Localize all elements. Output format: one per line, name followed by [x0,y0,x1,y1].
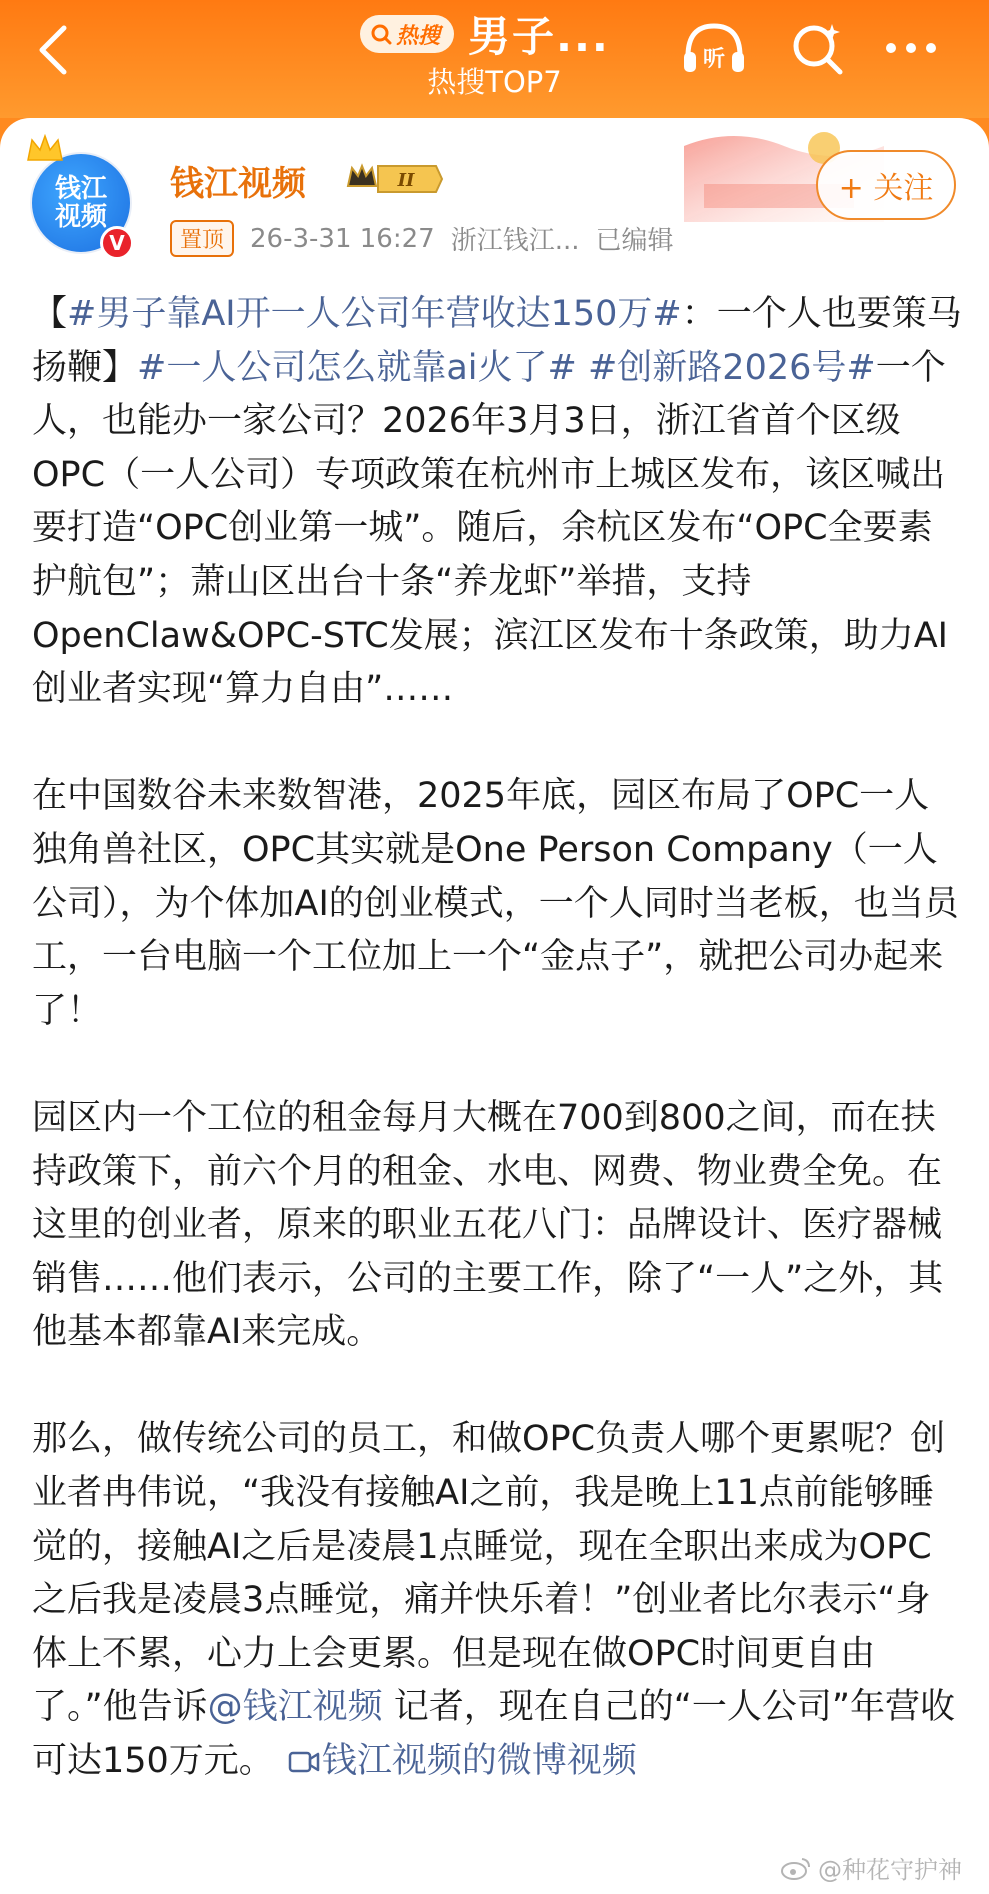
text-run: 一个人，也能办一家公司？2026年3月3日，浙江省首个区级OPC（一人公司）专项政策在杭州市上城区发布，该区喊出要打造“OPC创业第一城”。随后，余杭区发布“OPC全要素护航包”；萧山区出台十条“养龙虾”举措，支持OpenClaw&OPC-STC发展；滨江区发布十条政策，助力AI创业者实现“算力自由”…… [32,347,948,710]
post-body [32,288,962,1789]
search-icon [788,16,848,80]
more-dot-icon [906,43,916,53]
text-run: ：一个人也要策马扬鞭】 [32,294,962,388]
crown-icon [26,134,64,164]
level-text: II [397,170,415,191]
mention-link[interactable]: @钱江视频 [207,1687,383,1728]
page-title: 男子... [468,12,610,61]
watermark-text: @种花守护神 [818,1856,962,1884]
video-camera-icon [288,1748,320,1776]
follow-label: + 关注 [838,171,934,206]
topic-link[interactable]: #男子靠AI开一人公司年营收达150万# [67,294,682,334]
paragraph-3: 园区内一个工位的租金每月大概在700到800之间，而在扶持政策下，前六个月的租金、水电、网费、物业费全免。在这里的创业者，原来的职业五花八门：品牌设计、医疗器械销售……他们表示，公司的主要工作，除了“一人”之外，其他基本都靠AI来完成。 [32,1097,944,1353]
video-link-label: 钱江视频的微博视频 [321,1741,637,1782]
post-source: 浙江钱江... [450,226,580,256]
author-avatar[interactable] [30,152,140,262]
verified-badge: V [100,226,134,260]
paragraph-1 [32,288,962,717]
topic-link[interactable]: #创新路2026号# [587,347,876,388]
weibo-logo-icon [780,1855,812,1881]
title-group [360,4,610,64]
video-link[interactable] [274,1741,637,1781]
more-button[interactable] [886,30,946,66]
more-dot-icon [886,43,896,53]
paragraph-4 [32,1413,962,1788]
watermark [780,1850,962,1885]
author-name[interactable]: 钱江视频 [170,164,306,204]
search-icon [370,23,392,45]
text-run: 【 [32,294,68,334]
post-time: 26-3-31 16:27 [250,223,435,254]
avatar-text-bottom: 视频 [54,202,107,232]
svg-text:听: 听 [702,47,726,72]
listen-button[interactable] [678,16,750,80]
edited-label: 已编辑 [595,226,674,256]
follow-button[interactable] [816,150,956,220]
paragraph-2: 在中国数谷未来数智港，2025年底，园区布局了OPC一人独角兽社区，OPC其实就是One Person Company（一人公司），为个体加AI的创业模式，一个人同时当老板，也当员工，一台电脑一个工位加上一个“金点子”，就把公司办起来了！ [32,776,959,1031]
member-level-icon[interactable] [344,162,444,196]
topic-link[interactable]: #一人公司怎么就靠ai火了# [137,347,577,388]
hot-badge-label: 热搜 [396,23,441,49]
search-button[interactable] [788,16,848,80]
text-run: 那么，做传统公司的员工，和做OPC负责人哪个更累呢？创业者冉伟说，“我没有接触AI之前，我是晚上11点前能够睡觉的，接触AI之后是凌晨1点睡觉，现在全职出来成为OPC之后我是凌晨3点睡觉，痛并快乐着！”创业者比尔表示“身体上不累，心力上会更累。但是现在做OPC时间更自由了。”他告诉 [32,1419,946,1728]
text-run: 记者，现在自己的“一人公司”年营收可达150万元。 [32,1687,956,1782]
headphones-icon [678,16,750,80]
pinned-tag: 置顶 [170,220,234,257]
top-header [0,0,989,118]
text-run [577,348,588,388]
more-dot-icon [926,43,936,53]
avatar-text-top: 钱江 [54,174,107,204]
page-subtitle: 热搜TOP7 [427,65,562,99]
hot-search-badge[interactable] [360,15,454,53]
post-meta [170,220,674,257]
